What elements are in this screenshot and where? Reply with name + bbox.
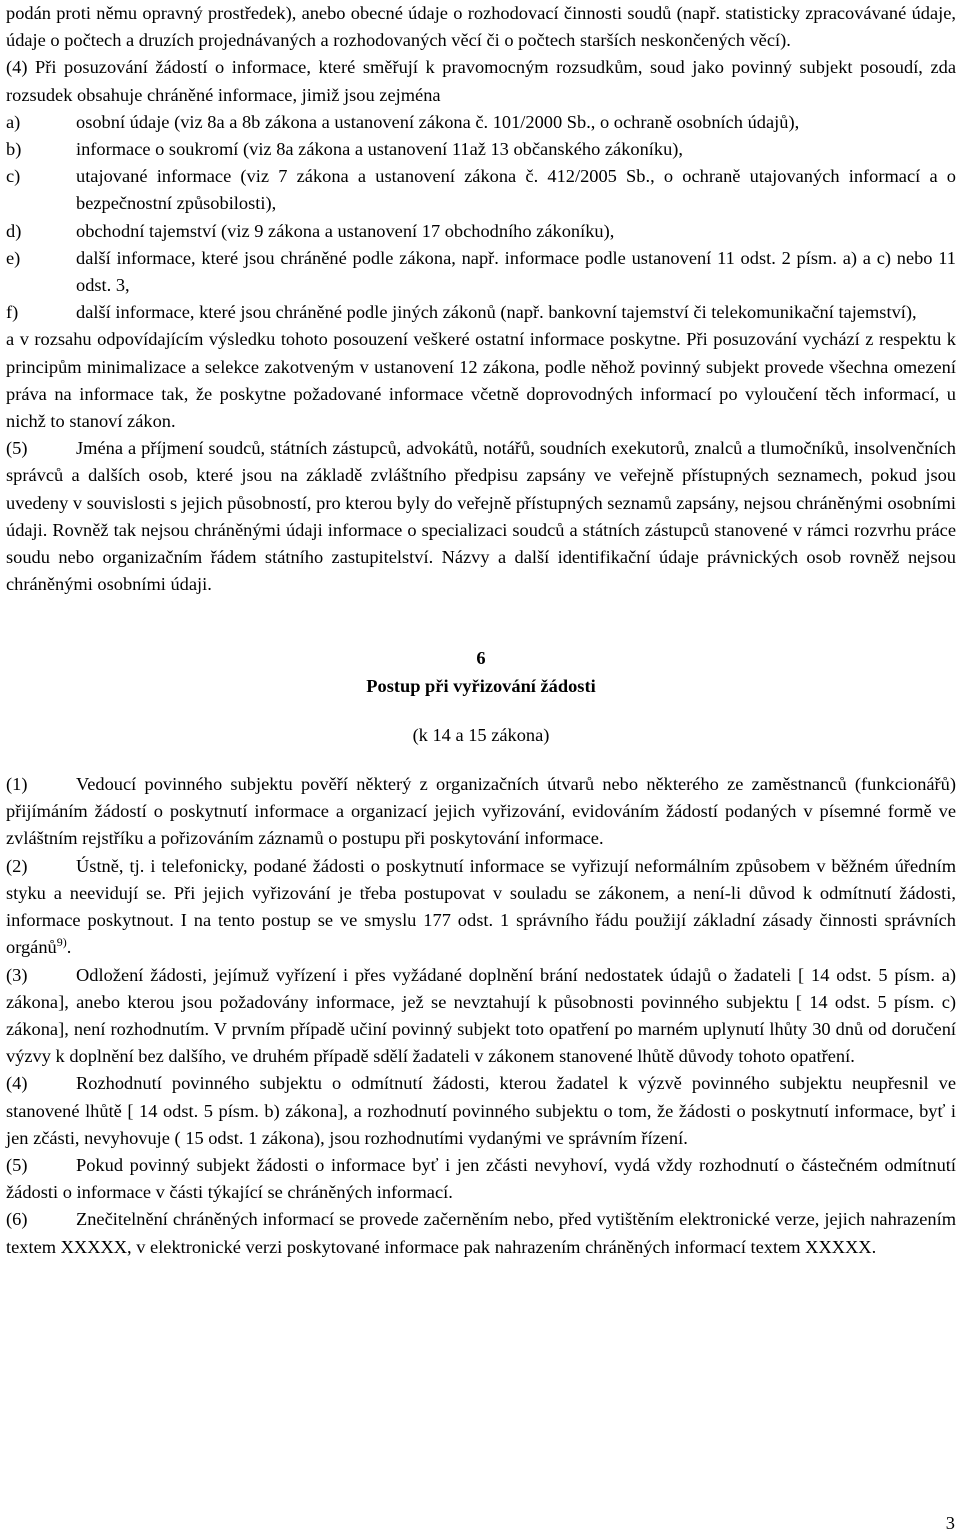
list-item-text: osobní údaje (viz 8a a 8b zákona a ustanovení zákona č. 101/2000 Sb., o ochraně osobních údajů),	[76, 111, 800, 132]
paragraph-4-closing: a v rozsahu odpovídajícím výsledku tohoto posouzení veškeré ostatní informace poskytne. Při posuzování vychází z respektu k principům minimalizace a selekce zakotveným v ustanovení 12 zákona, podle něhož povinný subjekt provede všechna omezení práva na informace tak, že poskytne požadované informace včetně doprovodných informací po vyloučení těch informací, u nichž to stanoví zákon.	[6, 329, 956, 432]
paragraph-number: (6)	[6, 1209, 28, 1230]
list-item-label: f)	[6, 302, 19, 323]
paragraph-end: .	[66, 937, 72, 958]
list-item	[6, 218, 956, 245]
section-title: Postup při vyřizování žádosti	[366, 675, 596, 696]
paragraph-4-lead: (4) Při posuzování žádostí o informace, které směřují k pravomocným rozsudkům, soud jako povinný subjekt posoudí, zda rozsudek obsahuje chráněné informace, jimiž jsou zejména	[6, 57, 956, 105]
list-item-text: další informace, které jsou chráněné podle jiných zákonů (např. bankovní tajemství či telekomunikační tajemství),	[76, 302, 917, 323]
list-item-label: d)	[6, 220, 22, 241]
section-paragraph-6	[6, 1206, 956, 1260]
paragraph-text: Jména a příjmení soudců, státních zástupců, advokátů, notářů, soudních exekutorů, znalců a tlumočníků, insolvenčních správců a dalších osob, které jsou na základě zvláštního předpisu zapsány ve veřejně přístupných seznamech, pokud jsou uvedeny v souvislosti s jejich působností, pro kterou byly do veřejně přístupných seznamů zapsány, nejsou chráněnými osobními údaji. Rovněž tak nejsou chráněnými údaji informace o specializaci soudců a státních zástupců stanovené v rámci rozvrhu práce soudu nebo organizačním řádem státního zastupitelství. Názvy a další identifikační údaje právnických osob rovněž nejsou chráněnými osobními údaji.	[6, 438, 956, 595]
paragraph-number: (5)	[6, 438, 28, 459]
list-item-text: utajované informace (viz 7 zákona a ustanovení zákona č. 412/2005 Sb., o ochraně utajovaných informací a o bezpečnostní způsobilosti),	[76, 166, 956, 214]
section-number: 6	[476, 648, 486, 669]
section-paragraph-1	[6, 771, 956, 853]
document-page	[6, 0, 956, 1261]
footnote-ref: 9)	[56, 935, 67, 950]
list-item-label: a)	[6, 111, 21, 132]
paragraph-text: Ústně, tj. i telefonicky, podané žádosti o poskytnutí informace se vyřizují neformálním způsobem v běžném úředním styku a neevidují se. Při jejich vyřizování je třeba postupovat v souladu se zákonem, a není-li důvod k odmítnutí žádosti, informace poskytnout. I na tento postup se ve smyslu 177 odst. 1 správního řádu použijí základní zásady činnosti správních orgánů	[6, 855, 956, 958]
paragraph-number: (1)	[6, 774, 28, 795]
paragraph-number: (3)	[6, 964, 28, 985]
list-item	[6, 136, 956, 163]
list-item-label: b)	[6, 139, 22, 160]
paragraph-5	[6, 435, 956, 598]
section-paragraph-4	[6, 1070, 956, 1152]
section-paragraph-5	[6, 1152, 956, 1206]
list-item-text: obchodní tajemství (viz 9 zákona a ustanovení 17 obchodního zákoníku),	[76, 220, 615, 241]
paragraph-text: Pokud povinný subjekt žádosti o informace byť i jen zčásti nevyhoví, vydá vždy rozhodnutí o částečném odmítnutí žádosti o informace v části týkající se chráněných informací.	[6, 1154, 956, 1203]
paragraph-number: (4)	[6, 1073, 28, 1094]
list-item	[6, 299, 956, 326]
list-item-label: c)	[6, 166, 21, 187]
section-subtitle: (k 14 a 15 zákona)	[412, 724, 550, 745]
paragraph-text: Vedoucí povinného subjektu pověří některý z organizačních útvarů nebo některého ze zaměstnanců (funkcionářů) přijímáním žádostí o poskytnutí informace a organizací jejich vyřizování, evidováním žádostí podaných v písemné formě ve zvláštním rejstříku a pořizováním záznamů o postupu při poskytování informace.	[6, 774, 956, 849]
protected-info-list	[6, 109, 956, 327]
list-item	[6, 109, 956, 136]
paragraph-text: Rozhodnutí povinného subjektu o odmítnutí žádosti, kterou žadatel k výzvě povinného subjektu neupřesnil ve stanovené lhůtě [ 14 odst. 5 písm. b) zákona], a rozhodnutí povinného subjektu o tom, že žádosti o poskytnutí informace, byť i jen zčásti, nevyhovuje ( 15 odst. 1 zákona), jsou rozhodnutími vydanými ve správním řízení.	[6, 1073, 956, 1148]
list-item-label: e)	[6, 247, 21, 268]
paragraph-text: Odložení žádosti, jejímuž vyřízení i přes vyžádané doplnění brání nedostatek údajů o žadateli [ 14 odst. 5 písm. a) zákona], anebo kterou jsou požadovány informace, jež se nevztahují k působnosti povinného subjektu [ 14 odst. 5 písm. c) zákona], není rozhodnutím. V prvním případě učiní povinný subjekt toto opatření po marném uplynutí lhůty 30 dnů od doručení výzvy k doplnění bez dalšího, ve druhém případě sdělí žadateli v zákonem stanovené lhůtě důvody tohoto opatření.	[6, 964, 956, 1067]
intro-paragraph: podán proti němu opravný prostředek), anebo obecné údaje o rozhodovací činnosti soudů (např. statisticky zpracovávané údaje, údaje o počtech a druzích projednávaných a rozhodovaných věcí či o počtech starších neskončených věcí).	[6, 3, 956, 51]
page-number: 3	[945, 1513, 955, 1533]
paragraph-text: Znečitelnění chráněných informací se provede začerněním nebo, před vytištěním elektronické verze, jejich nahrazením textem XXXXX, v elektronické verzi poskytované informace pak nahrazením chráněných informací textem XXXXX.	[6, 1209, 956, 1257]
paragraph-number: (2)	[6, 855, 28, 876]
paragraph-number: (5)	[6, 1154, 28, 1175]
list-item-text: další informace, které jsou chráněné podle zákona, např. informace podle ustanovení 11 odst. 2 písm. a) a c) nebo 11 odst. 3,	[76, 247, 956, 296]
section-paragraph-2	[6, 853, 956, 962]
list-item-text: informace o soukromí (viz 8a zákona a ustanovení 11až 13 občanského zákoníku),	[76, 139, 684, 160]
section-paragraph-3	[6, 962, 956, 1071]
list-item	[6, 163, 956, 217]
list-item	[6, 245, 956, 299]
